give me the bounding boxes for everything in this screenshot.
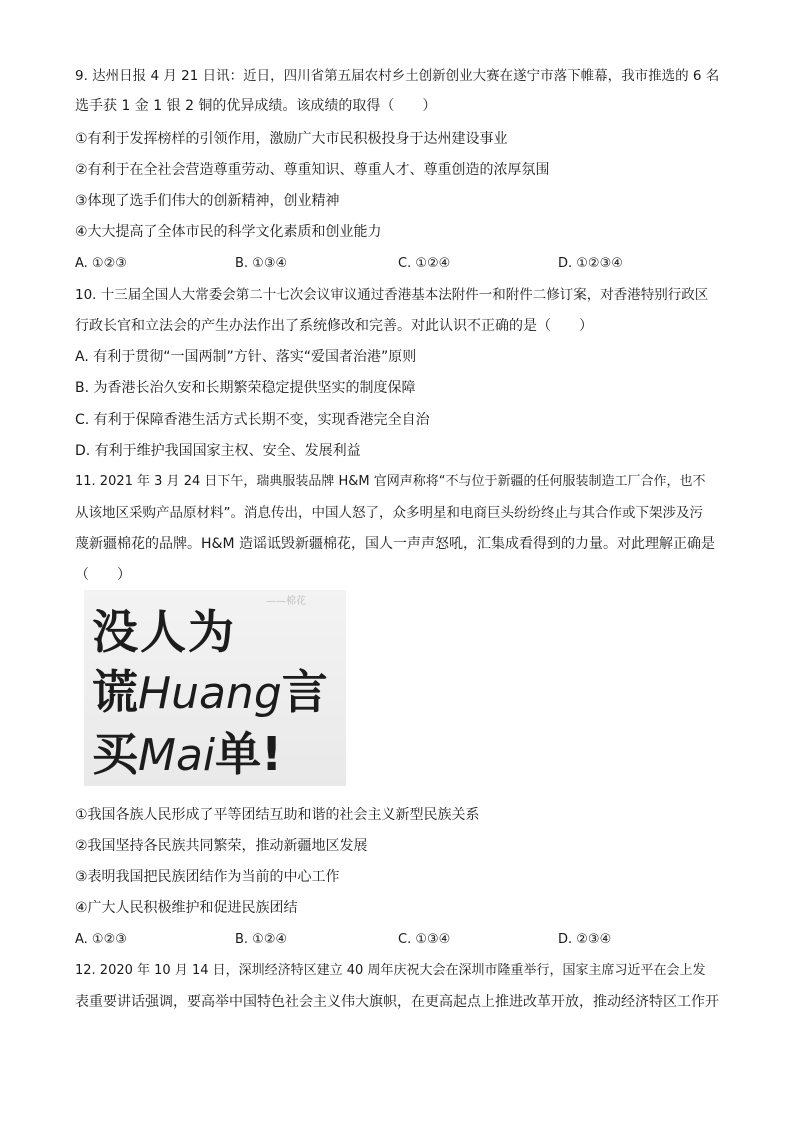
option-c[interactable]: C. 有利于保障香港生活方式长期不变，实现香港完全自治 xyxy=(75,412,430,428)
option-b[interactable]: B. 为香港长治久安和长期繁荣稳定提供坚实的制度保障 xyxy=(75,380,416,396)
answer-options xyxy=(75,254,725,274)
question-stem-line: 行政长官和立法会的产生办法作出了系统修改和完善。对此认识不正确的是（ ） xyxy=(75,318,593,334)
question-stem-line: 9. 达州日报 4 月 21 日讯：近日，四川省第五届农村乡土创新创业大赛在遂宁市落下帷幕，我市推选的 6 名 xyxy=(75,68,720,84)
slogan-image xyxy=(84,590,346,786)
question-stem-line: 从该地区采购产品原材料”。消息传出，中国人怒了，众多明星和电商巨头纷纷终止与其合作或下架涉及污 xyxy=(75,505,703,521)
question-stem-line: 蔑新疆棉花的品牌。H&M 造谣诋毁新疆棉花，国人一声声怒吼，汇集成看得到的力量。对此理解正确是 xyxy=(75,536,715,552)
question-stem-line: 选手获 1 金 1 银 2 铜的优异成绩。该成绩的取得（ ） xyxy=(75,98,437,114)
statement-line: ④大大提高了全体市民的科学文化素质和创业能力 xyxy=(75,224,382,240)
option-c[interactable]: C. ①③④ xyxy=(398,932,451,947)
option-d[interactable]: D. ②③④ xyxy=(558,932,612,947)
question-stem-line: 12. 2020 年 10 月 14 日，深圳经济特区建立 40 周年庆祝大会在深圳市隆重举行，国家主席习近平在会上发 xyxy=(75,963,706,978)
statement-line: ③体现了选手们伟大的创新精神，创业精神 xyxy=(75,193,340,209)
option-a[interactable]: A. ①②③ xyxy=(75,256,127,271)
statement-line: ②有利于在全社会营造尊重劳动、尊重知识、尊重人才、尊重创造的浓厚氛围 xyxy=(75,162,550,178)
option-c[interactable]: C. ①②④ xyxy=(398,256,451,271)
option-b[interactable]: B. ①③④ xyxy=(235,256,288,271)
slogan-line-3: 买Mai单! xyxy=(92,727,283,781)
option-a[interactable]: A. 有利于贯彻“一国两制”方针、落实“爱国者治港”原则 xyxy=(75,349,417,365)
statement-line: ②我国坚持各民族共同繁荣，推动新疆地区发展 xyxy=(75,838,368,854)
image-faint-text: ——棉花 xyxy=(266,596,306,607)
question-stem-line: 10. 十三届全国人大常委会第二十七次会议审议通过香港基本法附件一和附件二修订案，对香港特别行政区 xyxy=(75,287,709,303)
answer-options xyxy=(75,930,725,950)
statement-line: ③表明我国把民族团结作为当前的中心工作 xyxy=(75,869,340,885)
option-d[interactable]: D. 有利于维护我国国家主权、安全、发展利益 xyxy=(75,443,361,459)
slogan-line-1: 没人为 xyxy=(92,605,236,659)
statement-line: ①有利于发挥榜样的引领作用，激励广大市民积极投身于达州建设事业 xyxy=(75,131,508,147)
question-stem-line: 表重要讲话强调，要高举中国特色社会主义伟大旗帜，在更高起点上推进改革开放，推动经济特区工作开 xyxy=(75,994,719,1010)
statement-line: ①我国各族人民形成了平等团结互助和谐的社会主义新型民族关系 xyxy=(75,807,480,823)
slogan-line-2: 谎Huang言 xyxy=(92,665,328,719)
answer-blank: （ ） xyxy=(75,567,131,583)
option-d[interactable]: D. ①②③④ xyxy=(558,256,623,271)
question-stem-line: 11. 2021 年 3 月 24 日下午，瑞典服装品牌 H&M 官网声称将“不与位于新疆的任何服装制造工厂合作，也不 xyxy=(75,474,706,489)
statement-line: ④广大人民积极维护和促进民族团结 xyxy=(75,900,298,916)
option-b[interactable]: B. ①②④ xyxy=(235,932,288,947)
option-a[interactable]: A. ①②③ xyxy=(75,932,127,947)
